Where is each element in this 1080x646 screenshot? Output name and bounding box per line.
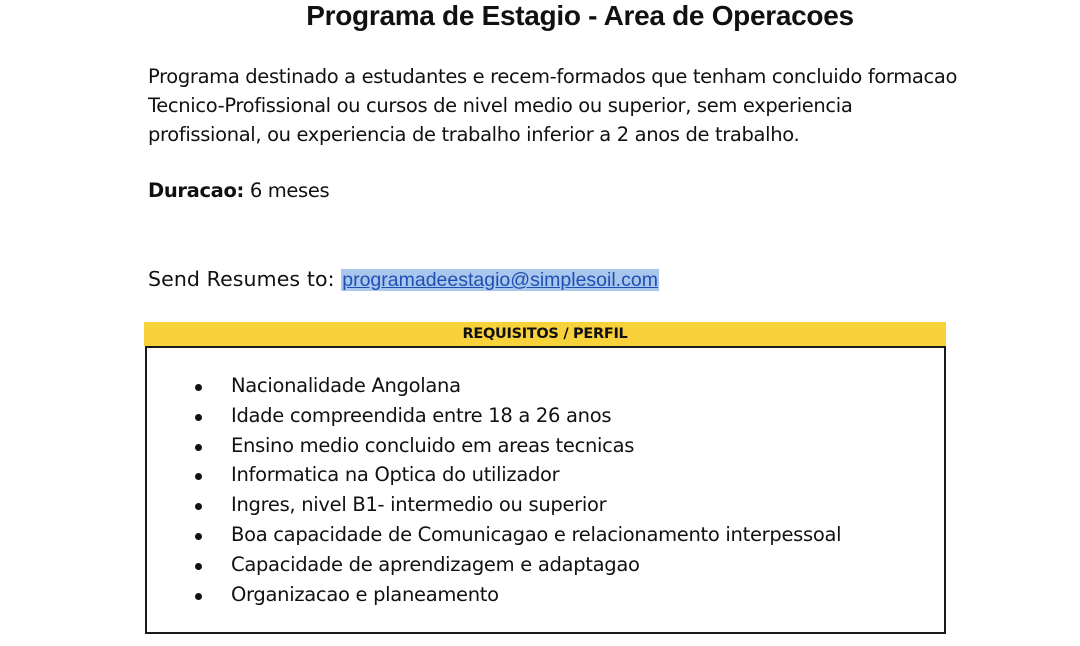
- duration-label: Duracao:: [148, 179, 244, 202]
- list-item-text: Organizacao e planeamento: [231, 582, 499, 606]
- send-resumes-line: [148, 264, 659, 295]
- bullet-icon: [195, 563, 202, 570]
- list-item-text: Informatica na Optica do utilizador: [231, 463, 560, 487]
- bullet-icon: [195, 473, 202, 480]
- list-item-text: Ensino medio concluido em areas tecnicas: [231, 433, 635, 457]
- requirements-box: [145, 346, 946, 634]
- bullet-icon: [195, 533, 202, 540]
- requirements-header: REQUISITOS / PERFIL: [144, 322, 946, 346]
- page-title: Programa de Estagio - Area de Operacoes: [306, 0, 854, 31]
- intro-line: Programa destinado a estudantes e recem-formados que tenham concluido formacao: [148, 65, 958, 88]
- bullet-icon: [195, 593, 202, 600]
- list-item-text: Ingres, nivel B1- intermedio ou superior: [231, 493, 607, 517]
- list-item-text: Capacidade de aprendizagem e adaptagao: [231, 552, 640, 576]
- duration-line: [148, 177, 329, 205]
- intro-line: profissional, ou experiencia de trabalho inferior a 2 anos de trabalho.: [148, 123, 800, 146]
- bullet-icon: [195, 414, 202, 421]
- intro-paragraph: [148, 62, 958, 149]
- list-item-text: Nacionalidade Angolana: [231, 374, 461, 397]
- send-resumes-label: Send Resumes to:: [148, 267, 335, 291]
- bullet-icon: [195, 444, 202, 451]
- bullet-icon: [195, 503, 202, 510]
- list-item-text: Boa capacidade de Comunicagao e relacionamento interpessoal: [231, 522, 842, 546]
- intro-line: Tecnico-Profissional ou cursos de nivel medio ou superior, sem experiencia: [148, 94, 853, 117]
- email-link[interactable]: programadeestagio@simplesoil.com: [342, 269, 658, 291]
- bullet-icon: [195, 384, 202, 391]
- duration-value: 6 meses: [249, 179, 330, 202]
- list-item-text: Idade compreendida entre 18 a 26 anos: [231, 403, 612, 427]
